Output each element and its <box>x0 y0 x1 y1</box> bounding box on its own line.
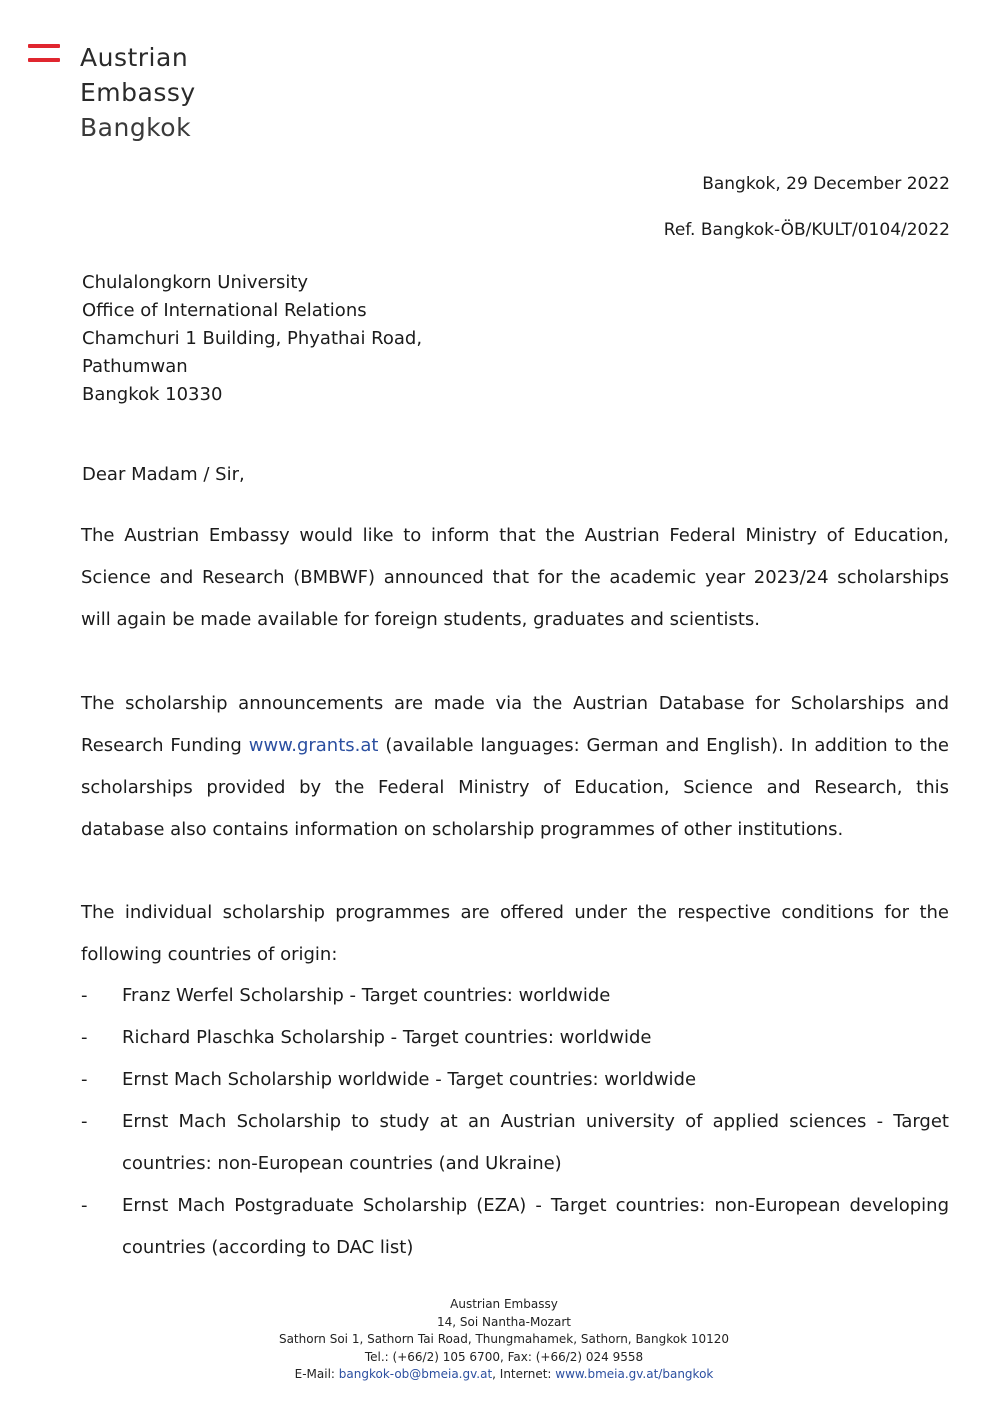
recipient-line: Chamchuri 1 Building, Phyathai Road, <box>82 328 423 349</box>
footer-street: 14, Soi Nantha-Mozart <box>437 1314 571 1329</box>
list-dash: - <box>81 1111 88 1132</box>
recipient-line: Bangkok 10330 <box>82 384 223 405</box>
footer-email-label: E-Mail: <box>294 1367 339 1381</box>
list-item <box>81 1017 949 1059</box>
paragraph-intro: The Austrian Embassy would like to inform that the Austrian Federal Ministry of Education, Science and Research (BMBWF) announced that for the academic year 2023/24 scholarships will again be made available for foreign students, graduates and scientists. <box>81 525 949 630</box>
letter-date: Bangkok, 29 December 2022 <box>702 174 950 194</box>
paragraph-programmes: The individual scholarship programmes are offered under the respective conditions for the following countries of origin: <box>81 902 949 965</box>
paragraph-database-text: The scholarship announcements are made via the Austrian Database for Scholarships and Research Funding <box>81 693 949 756</box>
list-dash: - <box>81 1195 88 1216</box>
salutation: Dear Madam / Sir, <box>82 464 245 485</box>
list-item <box>81 1101 949 1185</box>
letter-footer <box>0 1296 1008 1384</box>
list-item-text: Ernst Mach Scholarship worldwide - Target countries: worldwide <box>122 1069 697 1090</box>
footer-internet-label: , Internet: <box>492 1367 556 1381</box>
recipient-line: Office of International Relations <box>82 300 367 321</box>
logo-line-2: Embassy <box>80 78 196 107</box>
list-item <box>81 1185 949 1269</box>
paragraph-database-text-cont: (available languages: German and English). In addition to the scholarships provided by the Federal Ministry of Education, Science and Research, this database also contains information on scholarship programmes of other institutions. <box>81 735 949 840</box>
list-item <box>81 1059 949 1101</box>
footer-phone: Tel.: (+66/2) 105 6700, Fax: (+66/2) 024 9558 <box>364 1349 644 1364</box>
austrian-flag-icon <box>28 44 60 62</box>
letter-reference: Ref. Bangkok-ÖB/KULT/0104/2022 <box>663 220 950 240</box>
list-dash: - <box>81 1027 88 1048</box>
recipient-line: Chulalongkorn University <box>82 272 309 293</box>
footer-address: Sathorn Soi 1, Sathorn Tai Road, Thungmahamek, Sathorn, Bangkok 10120 <box>278 1332 730 1346</box>
recipient-line: Pathumwan <box>82 356 188 377</box>
logo-line-3: Bangkok <box>80 113 192 142</box>
footer-contact <box>0 1366 1008 1384</box>
list-item-text: Ernst Mach Scholarship to study at an Austrian university of applied sciences - Target countries: non-European countries (and Ukraine) <box>122 1111 949 1174</box>
grants-link[interactable]: www.grants.at <box>248 735 379 756</box>
paragraph-database <box>81 683 949 851</box>
list-item-text: Richard Plaschka Scholarship - Target countries: worldwide <box>122 1027 652 1048</box>
logo-line-1: Austrian <box>80 43 189 72</box>
list-dash: - <box>81 985 88 1006</box>
logo-wordmark <box>80 40 300 145</box>
scholarship-list <box>81 975 949 1269</box>
footer-name: Austrian Embassy <box>450 1297 558 1311</box>
list-item <box>81 975 949 1017</box>
recipient-address <box>82 269 422 409</box>
list-dash: - <box>81 1069 88 1090</box>
footer-email-link[interactable]: bangkok-ob@bmeia.gv.at <box>338 1367 493 1381</box>
list-item-text: Franz Werfel Scholarship - Target countries: worldwide <box>122 985 611 1006</box>
list-item-text: Ernst Mach Postgraduate Scholarship (EZA) - Target countries: non-European developing countries (according to DAC list) <box>122 1195 949 1258</box>
footer-website-link[interactable]: www.bmeia.gv.at/bangkok <box>555 1367 714 1381</box>
